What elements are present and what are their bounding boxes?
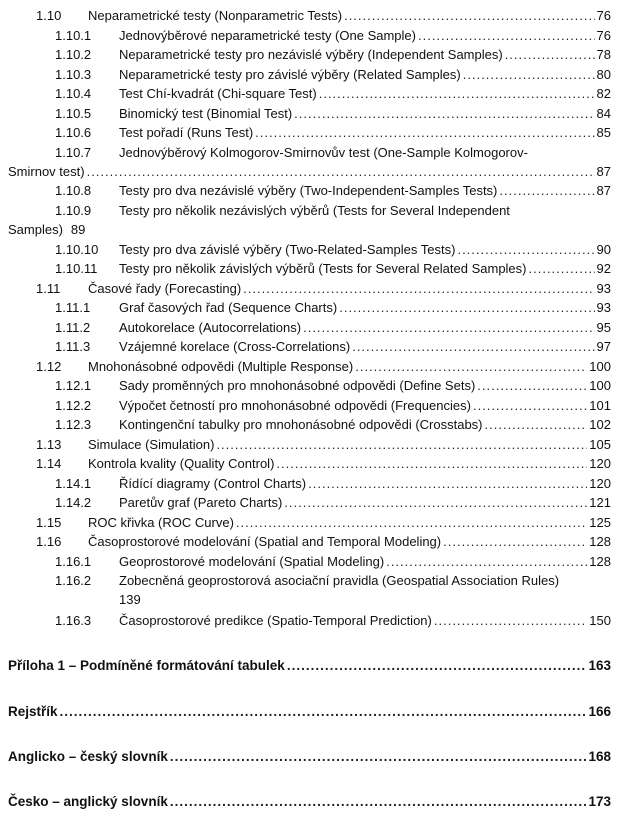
toc-appendix-entry[interactable] [8,656,611,675]
section-number: 1.11.1 [55,300,91,315]
toc-entry[interactable] [55,552,611,571]
page-number: 100 [589,359,611,374]
toc-entry[interactable] [55,318,611,337]
page-number: 97 [596,339,611,354]
page-number: 168 [588,749,611,764]
dot-leader [477,376,587,395]
page-number: 76 [596,8,611,23]
page-number: 150 [589,613,611,628]
page-number: 84 [596,106,611,121]
section-number: 1.16.3 [55,613,92,628]
section-title: Výpočet četností pro mnohonásobné odpovědi (Frequencies) [119,398,471,413]
toc-entry[interactable] [55,493,611,512]
appendix-title: Anglicko – český slovník [8,749,168,764]
page-number: 87 [596,183,611,198]
section-number: 1.11 [36,281,61,296]
dot-leader [485,415,588,434]
section-title-continuation: Smirnov test) [8,164,85,179]
section-number: 1.10.5 [55,106,92,121]
dot-leader [434,611,587,630]
dot-leader [294,104,594,123]
section-number: 1.14.2 [55,495,92,510]
dot-leader [216,435,587,454]
toc-entry[interactable] [55,45,611,64]
section-number: 1.10.11 [55,261,98,276]
section-title: Testy pro dva nezávislé výběry (Two-Independent-Samples Tests) [119,183,498,198]
dot-leader [352,337,594,356]
toc-entry[interactable] [55,65,611,84]
page-number: 89 [70,222,86,237]
toc-entry[interactable] [55,259,611,278]
section-title: Test Chí-kvadrát (Chi-square Test) [119,86,317,101]
section-number: 1.11.3 [55,339,91,354]
toc-appendix-entry[interactable] [8,747,611,766]
page-number: 93 [596,281,611,296]
dot-leader [505,45,595,64]
toc-entry[interactable] [36,357,611,376]
section-title: Binomický test (Binomial Test) [119,106,293,121]
appendix-title: Rejstřík [8,704,58,719]
section-title: Jednovýběrové neparametrické testy (One Sample) [119,28,416,43]
section-title: Testy pro několik závislých výběrů (Tests for Several Related Samples) [119,261,527,276]
section-number: 1.12.1 [55,378,92,393]
dot-leader [355,357,587,376]
toc-entry[interactable] [55,26,611,45]
dot-leader [243,279,594,298]
dot-leader [170,792,587,811]
section-title: Neparametrické testy pro závislé výběry (Related Samples) [119,67,461,82]
section-title: Autokorelace (Autocorrelations) [119,320,302,335]
toc-entry[interactable] [36,454,611,473]
page-number: 95 [596,320,611,335]
page-number: 100 [589,378,611,393]
dot-leader [463,65,595,84]
section-title: Paretův graf (Pareto Charts) [119,495,283,510]
section-number: 1.15 [36,515,62,530]
dot-leader [386,552,587,571]
dot-leader [473,396,587,415]
section-title: Zobecněná geoprostorová asociační pravidla (Geospatial Association Rules) [119,573,560,588]
dot-leader [87,162,595,181]
toc-entry[interactable] [55,376,611,395]
appendix-title: Česko – anglický slovník [8,794,168,809]
toc-entry[interactable] [55,84,611,103]
toc-entry[interactable] [0,571,611,609]
section-title: Kontrola kvality (Quality Control) [88,456,275,471]
section-title: Neparametrické testy (Nonparametric Tests) [88,8,343,23]
section-title: Neparametrické testy pro nezávislé výběry (Independent Samples) [119,47,503,62]
section-number: 1.10.4 [55,86,92,101]
toc-entry[interactable] [55,396,611,415]
section-title: Časové řady (Forecasting) [88,281,242,296]
section-number: 1.16 [36,534,62,549]
dot-leader [308,474,587,493]
section-number: 1.10 [36,8,62,23]
dot-leader [255,123,594,142]
section-number: 1.10.7 [55,145,92,160]
section-number: 1.12.2 [55,398,92,413]
dot-leader [319,84,595,103]
page-number: 105 [589,437,611,452]
page-number: 82 [596,86,611,101]
dot-leader [443,532,587,551]
section-title: ROC křivka (ROC Curve) [88,515,234,530]
toc-entry[interactable] [55,611,611,630]
page-number: 90 [596,242,611,257]
toc-entry[interactable] [55,181,611,200]
dot-leader [339,298,594,317]
toc-entry[interactable] [55,415,611,434]
page-number: 139 [119,592,141,607]
page-number: 128 [589,554,611,569]
page-number: 80 [596,67,611,82]
section-number: 1.10.9 [55,203,92,218]
toc-entry[interactable] [55,298,611,317]
page-number: 163 [588,658,611,673]
section-number: 1.10.2 [55,47,92,62]
toc-entry[interactable] [0,201,611,239]
toc-entry[interactable] [36,532,611,551]
dot-leader [499,181,594,200]
section-number: 1.10.1 [55,28,92,43]
page-number: 87 [596,164,611,179]
toc-entry[interactable] [55,104,611,123]
page-number: 85 [596,125,611,140]
page-number: 76 [596,28,611,43]
page-number: 101 [589,398,611,413]
dot-leader [276,454,587,473]
page-number: 102 [589,417,611,432]
section-number: 1.12 [36,359,62,374]
section-title-continuation: Samples) [8,222,63,237]
toc-appendix-entry[interactable] [8,702,611,721]
section-title: Testy pro dva závislé výběry (Two-Related-Samples Tests) [119,242,456,257]
section-title: Mnohonásobné odpovědi (Multiple Response) [88,359,354,374]
page-number: 78 [596,47,611,62]
page-number: 120 [589,456,611,471]
page-number: 125 [589,515,611,530]
section-number: 1.16.1 [55,554,92,569]
page-number: 166 [588,704,611,719]
section-number: 1.16.2 [55,573,92,588]
section-title: Časoprostorové modelování (Spatial and Temporal Modeling) [88,534,442,549]
section-number: 1.10.10 [55,242,99,257]
dot-leader [60,702,587,721]
section-title: Test pořadí (Runs Test) [119,125,254,140]
toc-appendix-entry[interactable] [8,792,611,811]
page-number: 128 [589,534,611,549]
page-number: 120 [589,476,611,491]
toc-entry[interactable] [55,240,611,259]
toc-entry[interactable] [55,337,611,356]
section-title: Graf časových řad (Sequence Charts) [119,300,338,315]
dot-leader [344,6,594,25]
dot-leader [284,493,587,512]
toc-entry[interactable] [36,435,611,454]
dot-leader [170,747,587,766]
section-title: Testy pro několik nezávislých výběrů (Tests for Several Independent [119,203,510,218]
section-number: 1.12.3 [55,417,92,432]
dot-leader [303,318,594,337]
toc-entry[interactable] [36,279,611,298]
section-title: Simulace (Simulation) [88,437,215,452]
dot-leader [236,513,587,532]
section-title: Sady proměnných pro mnohonásobné odpovědi (Define Sets) [119,378,476,393]
toc-entry[interactable] [36,513,611,532]
section-number: 1.13 [36,437,62,452]
section-title: Kontingenční tabulky pro mnohonásobné odpovědi (Crosstabs) [119,417,483,432]
toc-entry[interactable] [0,143,611,181]
dot-leader [457,240,594,259]
dot-leader [418,26,595,45]
section-number: 1.11.2 [55,320,91,335]
toc-entry[interactable] [36,6,611,25]
toc-entry[interactable] [55,474,611,493]
section-title: Časoprostorové predikce (Spatio-Temporal Prediction) [119,613,432,628]
page-number: 173 [588,794,611,809]
section-number: 1.14 [36,456,62,471]
dot-leader [529,259,595,278]
section-number: 1.10.6 [55,125,92,140]
section-title: Vzájemné korelace (Cross-Correlations) [119,339,351,354]
section-title: Geoprostorové modelování (Spatial Modeling) [119,554,385,569]
section-number: 1.10.8 [55,183,92,198]
section-title: Řídící diagramy (Control Charts) [119,476,307,491]
page-number: 92 [596,261,611,276]
page-number: 93 [596,300,611,315]
page-number: 121 [589,495,611,510]
section-number: 1.14.1 [55,476,92,491]
section-number: 1.10.3 [55,67,92,82]
appendix-title: Příloha 1 – Podmíněné formátování tabulek [8,658,285,673]
dot-leader [287,656,587,675]
toc-entry[interactable] [55,123,611,142]
section-title: Jednovýběrový Kolmogorov-Smirnovův test (One-Sample Kolmogorov- [119,145,528,160]
